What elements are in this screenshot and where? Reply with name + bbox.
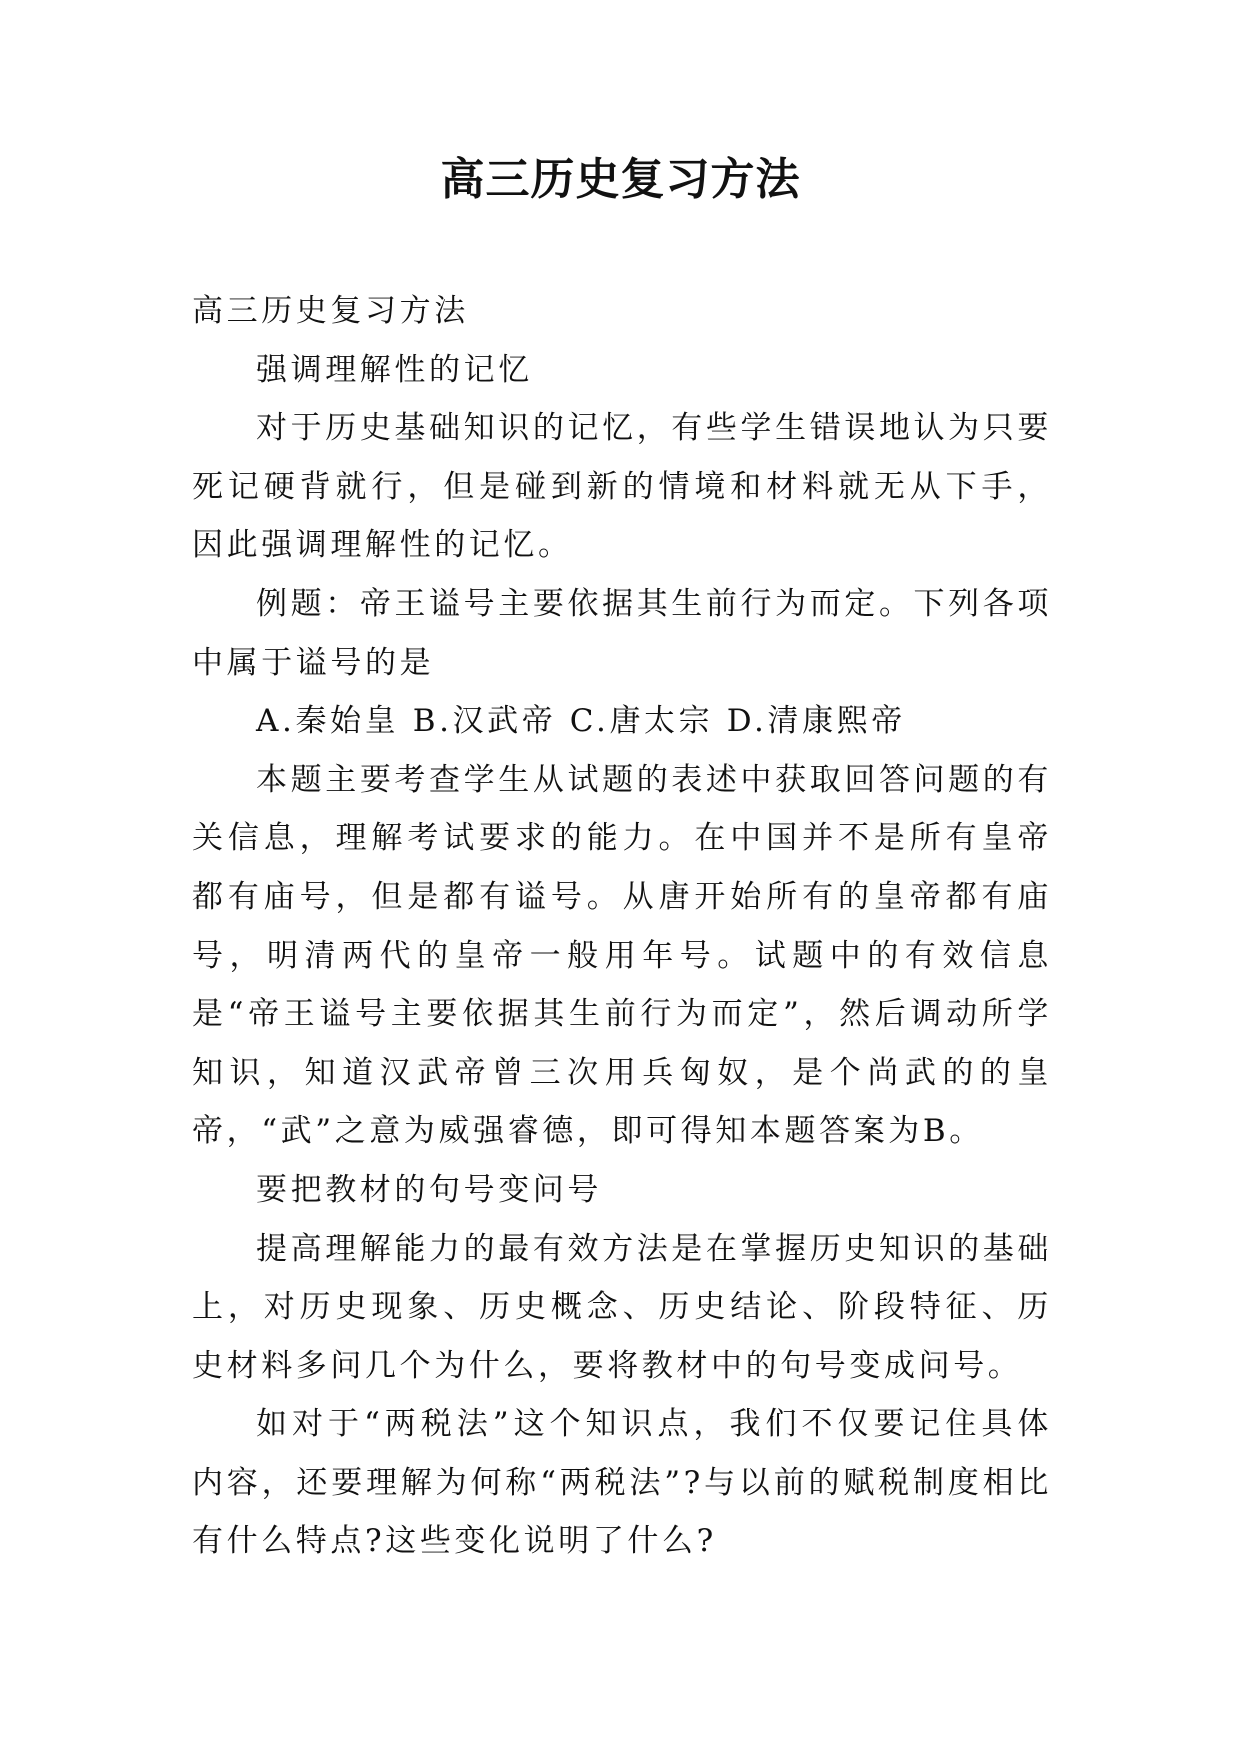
- body-paragraph: 本题主要考查学生从试题的表述中获取回答问题的有关信息，理解考试要求的能力。在中国并不是所有皇帝都有庙号，但是都有谥号。从唐开始所有的皇帝都有庙号，明清两代的皇帝一般用年号。试题中的有效信息是“帝王谥号主要依据其生前行为而定”，然后调动所学知识，知道汉武帝曾三次用兵匈奴，是个尚武的的皇帝，“武”之意为威强睿德，即可得知本题答案为B。: [192, 761, 1052, 1150]
- body-paragraph: 对于历史基础知识的记忆，有些学生错误地认为只要死记硬背就行，但是碰到新的情境和材料就无从下手，因此强调理解性的记忆。: [192, 410, 1052, 564]
- subtitle-paragraph: 高三历史复习方法: [192, 293, 469, 329]
- answer-options: A.秦始皇 B.汉武帝 C.唐太宗 D.清康熙帝: [256, 703, 906, 740]
- section-heading: 要把教材的句号变问号: [256, 1171, 602, 1208]
- body-paragraph: 提高理解能力的最有效方法是在掌握历史知识的基础上，对历史现象、历史概念、历史结论、阶段特征、历史材料多问几个为什么，要将教材中的句号变成问号。: [192, 1230, 1052, 1384]
- document-body: [192, 282, 1052, 1571]
- section-heading: 强调理解性的记忆: [256, 351, 533, 388]
- example-question: 例题：帝王谥号主要依据其生前行为而定。下列各项中属于谥号的是: [192, 585, 1052, 681]
- document-title: 高三历史复习方法: [440, 154, 801, 205]
- body-paragraph: 如对于“两税法”这个知识点，我们不仅要记住具体内容，还要理解为何称“两税法”?与以前的赋税制度相比有什么特点?这些变化说明了什么?: [192, 1406, 1052, 1560]
